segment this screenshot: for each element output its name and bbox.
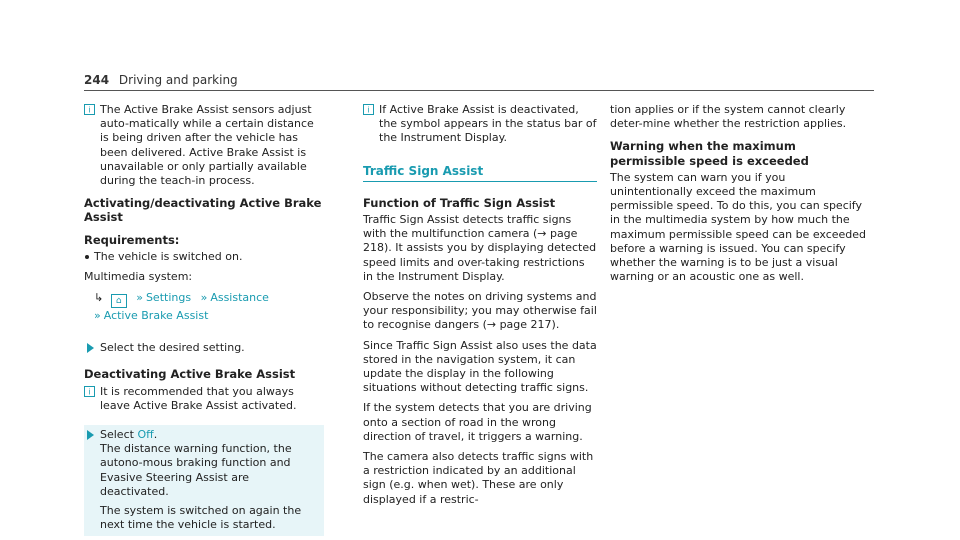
column-1 (84, 103, 324, 540)
step-arrow-icon (87, 343, 94, 353)
requirement-item (84, 250, 324, 264)
step-select-prefix: Select (100, 428, 138, 442)
paragraph-warning: The system can warn you if you unintentionally exceed the maximum permissible speed. To do this, you can specify in the multimedia system by how much the maximum permissible speed can be exceeded before a warning is issued. You can specify whether the warning is to be just a visual warning or an acoustic one as well. (610, 170, 867, 284)
home-icon: ⌂ (111, 294, 127, 308)
note-sensors-text: The Active Brake Assist sensors adjust auto-matically while a certain distance is being driven after the vehicle has been delivered. Active Brake Assist is unavailable or only partially available during the teach-in process. (100, 103, 314, 188)
chevron-right-icon: » (136, 291, 143, 305)
menu-active-brake-assist: Active Brake Assist (103, 309, 209, 323)
requirement-text: The vehicle is switched on. (94, 249, 243, 263)
step-select-line (100, 428, 320, 442)
info-note-icon (84, 104, 95, 115)
menu-assistance: Assistance (210, 291, 269, 305)
step-select-setting (84, 338, 324, 359)
paragraph-2: Observe the notes on driving systems and your responsibility; you may otherwise fail to recognise dangers (→ page 217). (363, 290, 597, 332)
header-rule (84, 90, 874, 91)
step-select-off (84, 425, 324, 536)
menu-arrow-icon: ↳ (94, 291, 104, 305)
step-text: Select the desired setting. (100, 341, 245, 355)
info-note-icon (84, 386, 95, 397)
column-3 (610, 103, 870, 290)
multimedia-label: Multimedia system: (84, 270, 193, 284)
heading-warning: Warning when the maximum permissible speed is exceeded (610, 139, 809, 168)
paragraph-4: If the system detects that you are driving onto a section of road in the wrong direction of travel, it triggers a warning. (363, 401, 592, 443)
paragraph-3: Since Traffic Sign Assist also uses the data stored in the navigation system, it can update the display in the following situations without detecting traffic signs. (363, 338, 597, 395)
section-title: Traffic Sign Assist (363, 164, 597, 182)
svg-text:i: i (88, 387, 91, 397)
chevron-right-icon: » (94, 309, 101, 323)
paragraph-5: The camera also detects traffic signs with a restriction indicated by an additional sign (e.g. when wet). These are only displayed if a restric- (363, 450, 594, 506)
heading-requirements: Requirements: (84, 232, 180, 247)
step-info-text: The system is switched on again the next time the vehicle is started. (100, 504, 302, 532)
note-deactivated-text: If Active Brake Assist is deactivated, the symbol appears in the status bar of the Instrument Display. (379, 103, 597, 145)
paragraph-continued: tion applies or if the system cannot clearly deter-mine whether the restriction applies. (610, 103, 847, 131)
page-number: 244 (84, 73, 110, 87)
heading-activating: Activating/deactivating Active Brake Assist (84, 196, 322, 225)
paragraph-1: Traffic Sign Assist detects traffic signs with the multifunction camera (→ page 218). It assists you by displaying detected speed limits and over-taking restrictions in the Instrument Display. (363, 213, 597, 283)
step-arrow-icon (87, 430, 94, 440)
heading-function: Function of Traffic Sign Assist (363, 195, 556, 210)
note-deactivated-symbol (363, 103, 597, 146)
note-recommendation (84, 385, 324, 413)
bullet-dot (85, 255, 89, 259)
menu-settings: Settings (145, 291, 192, 305)
chapter-title: Driving and parking (118, 73, 238, 87)
option-off: Off (137, 428, 154, 442)
page-header (84, 73, 238, 87)
menu-path (94, 290, 324, 324)
note-recommendation-text: It is recommended that you always leave Active Brake Assist activated. (100, 384, 297, 412)
info-note-icon (363, 104, 374, 115)
step-select-suffix: . (153, 428, 158, 442)
column-2 (363, 103, 597, 513)
svg-text:i: i (367, 105, 370, 115)
heading-deactivating: Deactivating Active Brake Assist (84, 367, 296, 382)
chevron-right-icon: » (200, 291, 208, 305)
note-sensors (84, 103, 324, 188)
step-result-text: The distance warning function, the autono-mous braking function and Evasive Steering Assist are deactivated. (100, 442, 292, 498)
svg-text:i: i (88, 105, 91, 115)
